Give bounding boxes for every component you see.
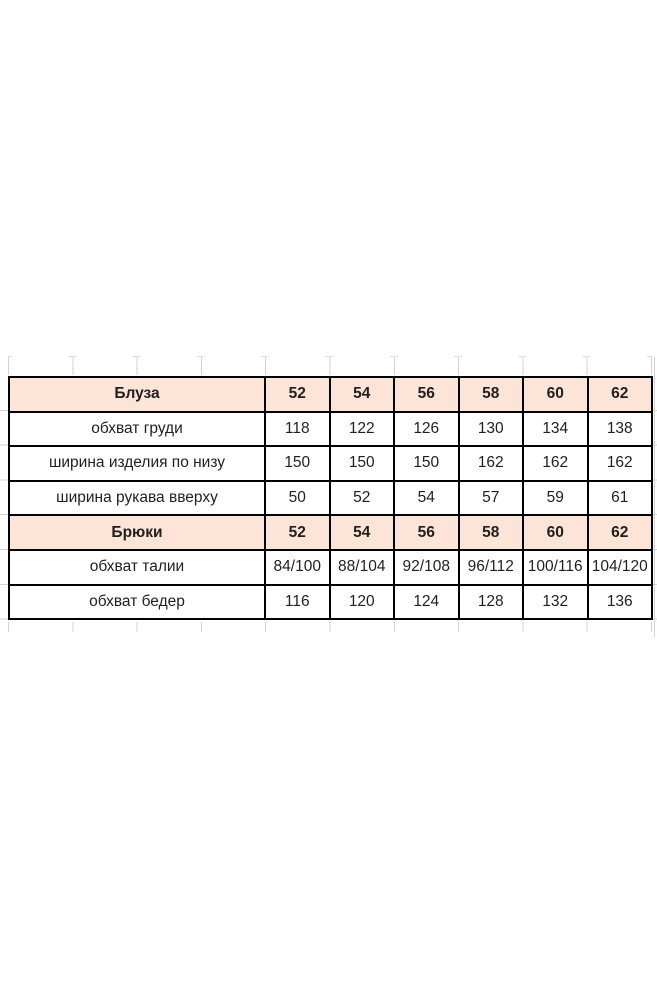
measurement-value-cell: 126 [394, 412, 459, 447]
measurement-label-cell: обхват талии [9, 550, 265, 585]
measurement-value-cell: 54 [394, 481, 459, 516]
measurement-value-cell: 124 [394, 585, 459, 620]
table-row [9, 481, 652, 516]
section-header-row [9, 377, 652, 412]
size-header-cell: 56 [394, 377, 459, 412]
size-header-cell: 62 [588, 515, 653, 550]
size-header-cell: 58 [459, 515, 524, 550]
size-header-cell: 52 [265, 377, 330, 412]
size-chart-table [8, 376, 653, 620]
measurement-value-cell: 104/120 [588, 550, 653, 585]
size-header-cell: 56 [394, 515, 459, 550]
gridline-ticks-top [8, 357, 652, 375]
section-header-row [9, 515, 652, 550]
table-row [9, 446, 652, 481]
measurement-label-cell: обхват бедер [9, 585, 265, 620]
measurement-label-cell: обхват груди [9, 412, 265, 447]
measurement-value-cell: 116 [265, 585, 330, 620]
measurement-value-cell: 96/112 [459, 550, 524, 585]
table-row [9, 412, 652, 447]
measurement-value-cell: 136 [588, 585, 653, 620]
measurement-value-cell: 138 [588, 412, 653, 447]
size-header-cell: 62 [588, 377, 653, 412]
measurement-value-cell: 150 [265, 446, 330, 481]
gridline-ticks-left [0, 376, 8, 621]
size-chart-body [9, 377, 652, 619]
gridline-ticks-bottom [8, 622, 652, 632]
measurement-value-cell: 122 [330, 412, 395, 447]
measurement-value-cell: 132 [523, 585, 588, 620]
size-header-cell: 60 [523, 515, 588, 550]
measurement-value-cell: 50 [265, 481, 330, 516]
measurement-value-cell: 118 [265, 412, 330, 447]
measurement-value-cell: 150 [394, 446, 459, 481]
gridline-vertical-right [654, 357, 655, 637]
measurement-value-cell: 150 [330, 446, 395, 481]
measurement-value-cell: 130 [459, 412, 524, 447]
measurement-value-cell: 120 [330, 585, 395, 620]
measurement-value-cell: 162 [588, 446, 653, 481]
measurement-value-cell: 92/108 [394, 550, 459, 585]
measurement-value-cell: 84/100 [265, 550, 330, 585]
measurement-value-cell: 128 [459, 585, 524, 620]
measurement-value-cell: 57 [459, 481, 524, 516]
measurement-value-cell: 88/104 [330, 550, 395, 585]
measurement-value-cell: 61 [588, 481, 653, 516]
table-row [9, 585, 652, 620]
measurement-value-cell: 59 [523, 481, 588, 516]
measurement-value-cell: 52 [330, 481, 395, 516]
measurement-value-cell: 134 [523, 412, 588, 447]
measurement-label-cell: ширина рукава вверху [9, 481, 265, 516]
measurement-value-cell: 162 [459, 446, 524, 481]
size-header-cell: 54 [330, 515, 395, 550]
section-title-cell: Блуза [9, 377, 265, 412]
size-header-cell: 54 [330, 377, 395, 412]
table-row [9, 550, 652, 585]
section-title-cell: Брюки [9, 515, 265, 550]
measurement-label-cell: ширина изделия по низу [9, 446, 265, 481]
size-header-cell: 52 [265, 515, 330, 550]
measurement-value-cell: 100/116 [523, 550, 588, 585]
size-header-cell: 60 [523, 377, 588, 412]
measurement-value-cell: 162 [523, 446, 588, 481]
size-header-cell: 58 [459, 377, 524, 412]
